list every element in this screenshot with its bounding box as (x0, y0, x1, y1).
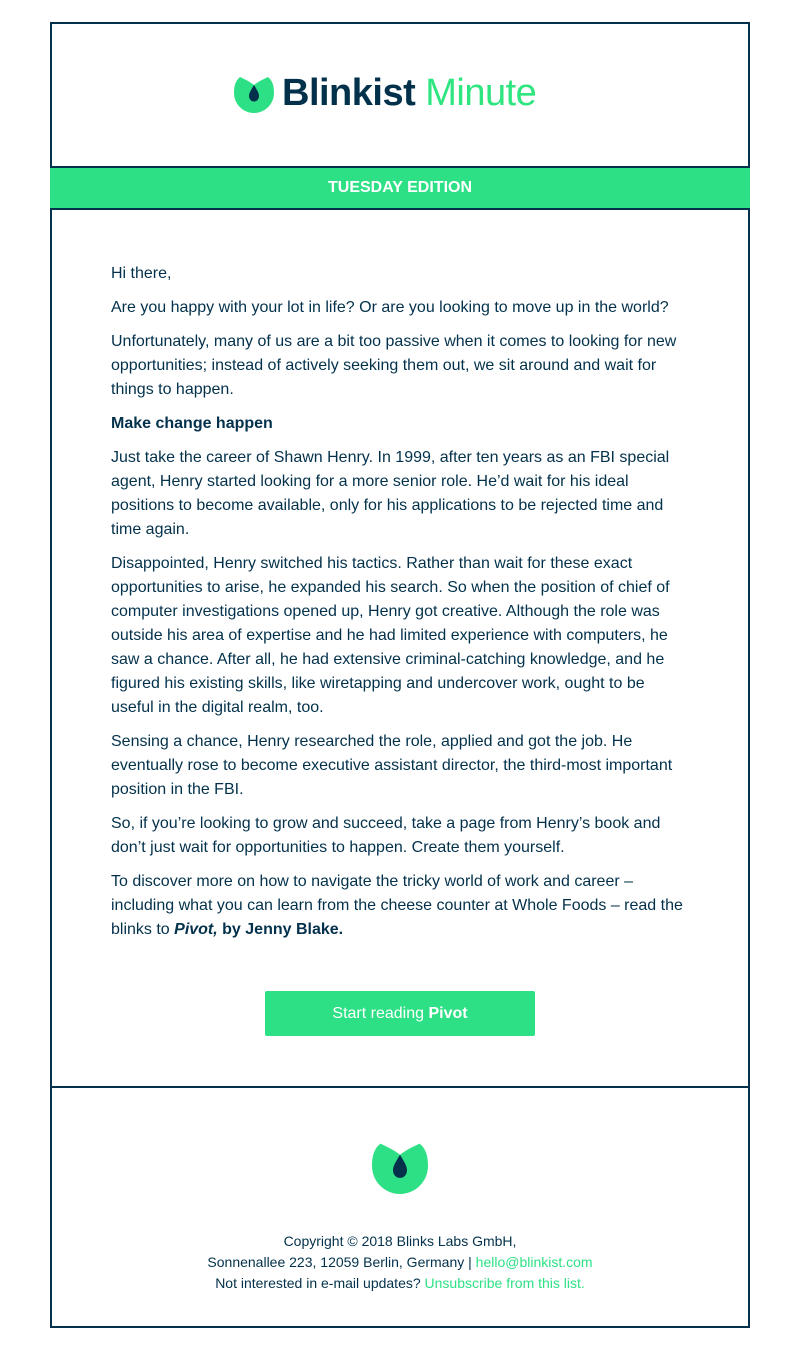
article-body (111, 262, 689, 952)
cta-prefix: Start reading (332, 1005, 429, 1022)
section-heading: Make change happen (111, 415, 273, 432)
book-title: Pivot, (174, 921, 218, 938)
greeting: Hi there, (111, 265, 172, 282)
email-frame (50, 22, 750, 1328)
cta-book: Pivot (428, 1005, 468, 1022)
unsubscribe-prefix: Not interested in e-mail updates? (215, 1275, 425, 1291)
blinkist-drop-icon (234, 73, 274, 113)
paragraph-5: Sensing a chance, Henry researched the role, applied and got the job. He eventually rose to become executive assistant director, the third-most important position in the FBI. (111, 733, 673, 798)
cta-container (265, 991, 535, 1036)
footer-copyright: Copyright © 2018 Blinks Labs GmbH, (283, 1233, 517, 1249)
paragraph-3: Just take the career of Shawn Henry. In 1999, after ten years as an FBI special agent, Henry started looking for a more senior role. He’d wait for his ideal positions to become available, only for his applications to be rejected time and time again. (111, 449, 670, 538)
paragraph-4: Disappointed, Henry switched his tactics. Rather than wait for these exact opportunities to arise, he expanded his search. So when the position of chief of computer investigations opened up, Henry got creative. Although the role was outside his area of expertise and he had limited experience with computers, he saw a chance. After all, he had extensive criminal-catching knowledge, and he figured his existing skills, like wiretapping and undercover work, ought to be useful in the digital realm, too. (111, 555, 670, 716)
footer-address: Sonnenallee 223, 12059 Berlin, Germany | (207, 1254, 476, 1270)
brand-wordmark (282, 72, 536, 114)
book-author: by Jenny Blake. (217, 921, 344, 938)
contact-email-link[interactable]: hello@blinkist.com (475, 1254, 593, 1270)
paragraph-7 (111, 870, 689, 942)
footer-logo[interactable] (371, 1138, 429, 1199)
footer-divider (52, 1086, 748, 1088)
email-header (52, 24, 748, 166)
footer-unsubscribe-line (52, 1273, 748, 1294)
brand-name-light: Minute (425, 72, 537, 114)
footer-address-line (52, 1252, 748, 1273)
blinkist-drop-icon (371, 1138, 429, 1194)
start-reading-button[interactable] (265, 991, 535, 1036)
paragraph-7-text: To discover more on how to navigate the tricky world of work and career – including what you can learn from the cheese counter at Whole Foods – read the blinks to (111, 873, 683, 938)
footer (52, 1231, 748, 1294)
paragraph-2: Unfortunately, many of us are a bit too passive when it comes to looking for new opportunities; instead of actively seeking them out, we sit around and wait for things to happen. (111, 333, 677, 398)
unsubscribe-link[interactable]: Unsubscribe from this list. (424, 1275, 585, 1291)
paragraph-1: Are you happy with your lot in life? Or are you looking to move up in the world? (111, 299, 669, 316)
brand-name-bold: Blinkist (282, 72, 416, 114)
paragraph-6: So, if you’re looking to grow and succeed, take a page from Henry’s book and don’t just wait for opportunities to happen. Create them yourself. (111, 815, 661, 856)
edition-banner: TUESDAY EDITION (50, 166, 750, 210)
brand-logo[interactable] (234, 72, 536, 114)
